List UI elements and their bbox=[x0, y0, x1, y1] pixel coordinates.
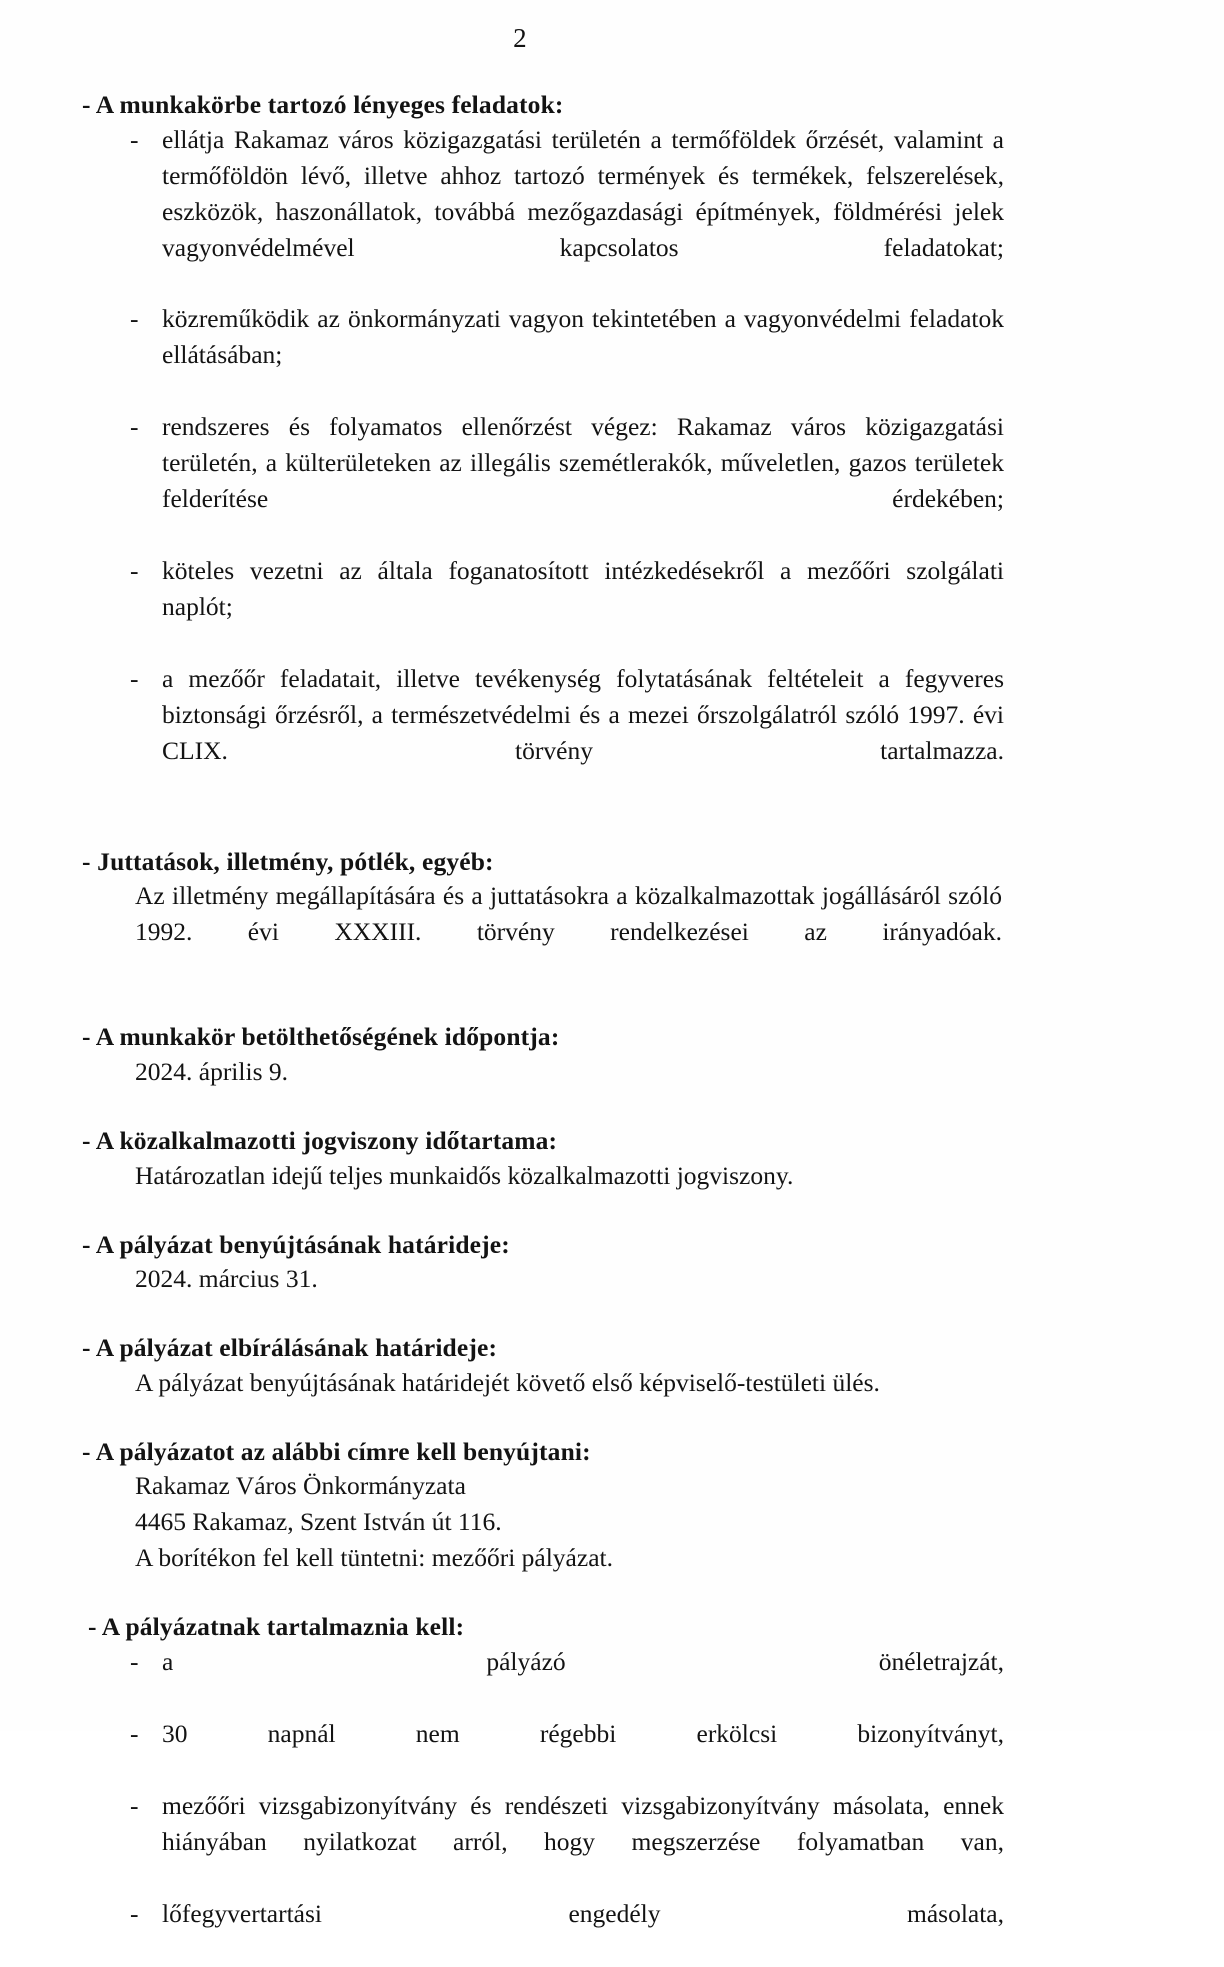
document-body bbox=[82, 88, 1004, 1967]
list-item-text: lőfegyvertartási engedély másolata, bbox=[162, 1898, 1004, 1928]
section-lines bbox=[82, 1158, 1004, 1194]
bullet-dash-icon: - bbox=[130, 412, 139, 442]
spacer bbox=[82, 1576, 1004, 1610]
bullet-dash-icon: - bbox=[130, 1790, 139, 1820]
spacer bbox=[82, 805, 1004, 845]
application-contents-list bbox=[82, 1644, 1004, 1967]
list-item bbox=[82, 1716, 1004, 1788]
list-item bbox=[82, 409, 1004, 553]
section-application-contents bbox=[82, 1610, 1004, 1967]
section-heading: - A pályázat benyújtásának határideje: bbox=[82, 1229, 510, 1259]
section-heading: - A pályázatnak tartalmaznia kell: bbox=[88, 1612, 465, 1642]
bullet-dash-icon: - bbox=[130, 556, 139, 586]
section-submission-address bbox=[82, 1435, 1004, 1577]
list-item bbox=[82, 661, 1004, 805]
section-heading: - A közalkalmazotti jogviszony időtartama: bbox=[82, 1125, 558, 1155]
text-line: Rakamaz Város Önkormányzata bbox=[135, 1471, 466, 1501]
list-item-text: köteles vezetni az általa foganatosított intézkedésekről a mezőőri szolgálati naplót; bbox=[162, 556, 1004, 622]
list-item bbox=[82, 1788, 1004, 1896]
section-paragraph: Az illetmény megállapítására és a juttatásokra a közalkalmazottak jogállásáról szóló 1992. évi XXXIII. törvény rendelkezései az irányadóak. bbox=[135, 881, 1002, 947]
text-line: 2024. március 31. bbox=[135, 1264, 318, 1294]
bullet-dash-icon: - bbox=[130, 124, 139, 154]
section-heading: - A munkakör betölthetőségének időpontja: bbox=[82, 1022, 560, 1052]
list-item bbox=[82, 301, 1004, 409]
bullet-dash-icon: - bbox=[130, 663, 139, 693]
section-submission-deadline bbox=[82, 1228, 1004, 1298]
section-essential-tasks bbox=[82, 88, 1004, 805]
list-item bbox=[82, 553, 1004, 661]
section-lines bbox=[82, 1468, 1004, 1576]
text-line: Határozatlan idejű teljes munkaidős közalkalmazotti jogviszony. bbox=[135, 1160, 794, 1190]
list-item-text: a mezőőr feladatait, illetve tevékenység folytatásának feltételeit a fegyveres biztonsági őrzésről, a természetvédelmi és a mezei őrszolgálatról szóló 1997. évi CLIX. törvény tartalmazza. bbox=[162, 663, 1004, 765]
section-heading: - A pályázatot az alábbi címre kell benyújtani: bbox=[82, 1436, 591, 1466]
section-lines bbox=[82, 1365, 1004, 1401]
list-item-text: ellátja Rakamaz város közigazgatási területén a termőföldek őrzését, valamint a termőföldön lévő, illetve ahhoz tartozó termények és termékek, felszerelések, eszközök, haszonállatok, továbbá mezőgazdasági építmények, földmérési jelek vagyonvédelmével kapcsolatos feladatokat; bbox=[162, 124, 1004, 262]
list-item bbox=[82, 1644, 1004, 1716]
spacer bbox=[82, 1297, 1004, 1331]
essential-tasks-list bbox=[82, 122, 1004, 805]
list-item-text: 30 napnál nem régebbi erkölcsi bizonyítványt, bbox=[162, 1718, 1004, 1748]
bullet-dash-icon: - bbox=[130, 304, 139, 334]
page-number: 2 bbox=[513, 23, 527, 53]
section-start-date bbox=[82, 1020, 1004, 1090]
list-item bbox=[82, 1896, 1004, 1967]
section-heading: - Juttatások, illetmény, pótlék, egyéb: bbox=[82, 846, 494, 876]
spacer bbox=[82, 1090, 1004, 1124]
text-line: 2024. április 9. bbox=[135, 1056, 288, 1086]
section-heading: - A pályázat elbírálásának határideje: bbox=[82, 1333, 498, 1363]
bullet-dash-icon: - bbox=[130, 1646, 139, 1676]
text-line: A borítékon fel kell tüntetni: mezőőri pályázat. bbox=[135, 1543, 613, 1573]
list-item-text: rendszeres és folyamatos ellenőrzést végez: Rakamaz város közigazgatási területén, a külterületeken az illegális szemétlerakók, műveletlen, gazos területek felderítése érdekében; bbox=[162, 412, 1004, 514]
spacer bbox=[82, 1194, 1004, 1228]
list-item-text: közreműködik az önkormányzati vagyon tekintetében a vagyonvédelmi feladatok ellátásában; bbox=[162, 304, 1004, 370]
list-item bbox=[82, 122, 1004, 302]
section-lines bbox=[82, 1054, 1004, 1090]
list-item-text: mezőőri vizsgabizonyítvány és rendészeti vizsgabizonyítvány másolata, ennek hiányában nyilatkozat arról, hogy megszerzése folyamatban van, bbox=[162, 1790, 1004, 1856]
spacer bbox=[82, 986, 1004, 1020]
section-benefits bbox=[82, 845, 1004, 987]
section-evaluation-deadline bbox=[82, 1331, 1004, 1401]
section-employment-duration bbox=[82, 1124, 1004, 1194]
bullet-dash-icon: - bbox=[130, 1718, 139, 1748]
section-lines bbox=[82, 1261, 1004, 1297]
spacer bbox=[82, 1401, 1004, 1435]
list-item-text: a pályázó önéletrajzát, bbox=[162, 1646, 1004, 1676]
text-line: 4465 Rakamaz, Szent István út 116. bbox=[135, 1507, 502, 1537]
section-heading: - A munkakörbe tartozó lényeges feladatok: bbox=[82, 90, 564, 119]
bullet-dash-icon: - bbox=[130, 1898, 139, 1928]
text-line: A pályázat benyújtásának határidejét követő első képviselő-testületi ülés. bbox=[135, 1367, 880, 1397]
